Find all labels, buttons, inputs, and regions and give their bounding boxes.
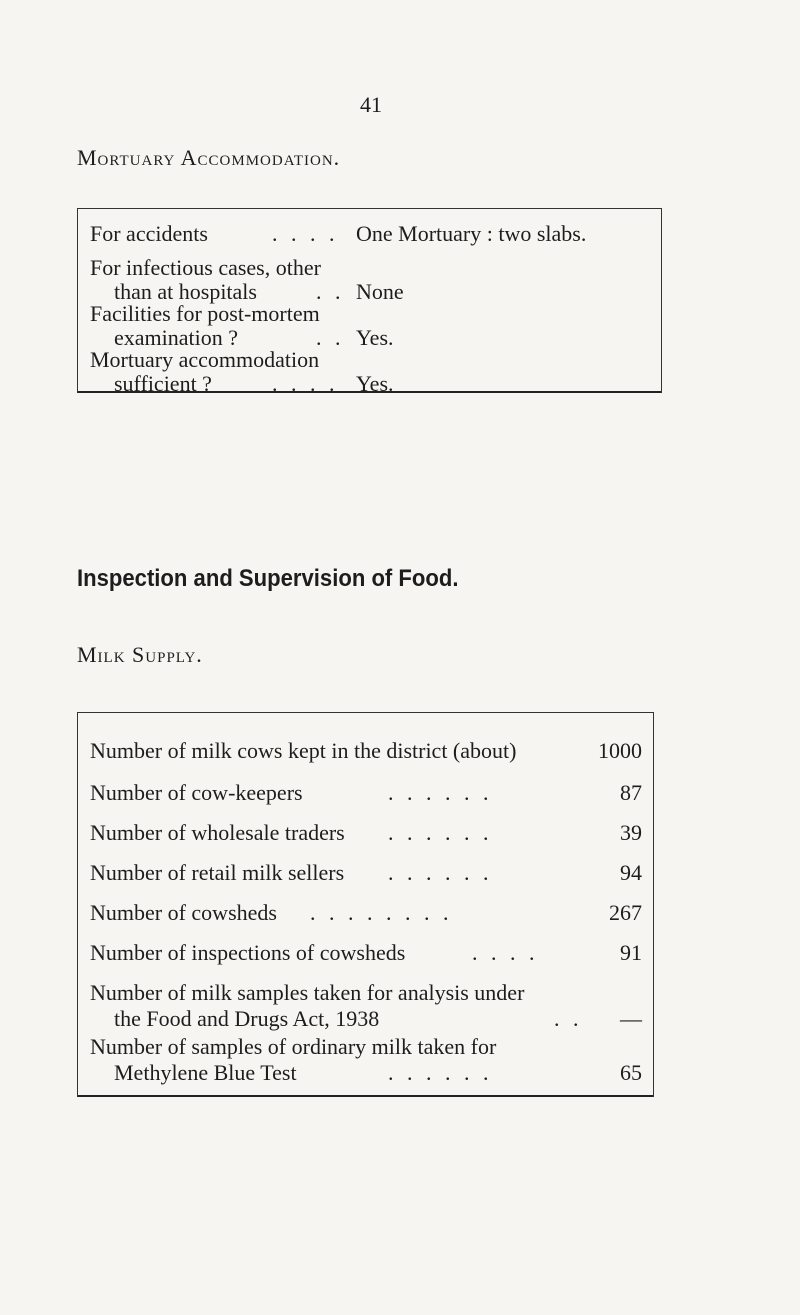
- table-bottom-rule: [78, 1095, 653, 1097]
- row-label-line: sufficient ?: [114, 371, 212, 396]
- mortuary-row-postmortem-value: Yes.: [356, 325, 394, 350]
- milk-row-cowsheds-label: [90, 900, 277, 926]
- mortuary-heading: Mortuary Accommodation.: [77, 145, 341, 170]
- milk-row-analysis-value: —: [620, 1006, 642, 1031]
- mortuary-row-accidents-label: [90, 222, 208, 246]
- row-label-line: Number of retail milk sellers: [90, 860, 345, 885]
- row-label-line: examination ?: [114, 325, 239, 350]
- row-label-line: Number of milk cows kept in the district (about): [90, 738, 517, 763]
- row-label-line: For infectious cases, other: [90, 255, 321, 280]
- leader-dots: . . . . . . . .: [310, 900, 453, 925]
- milk-row-inspections-value: 91: [620, 940, 642, 965]
- milk-row-inspections-label: [90, 940, 405, 966]
- milk-row-retail-label: [90, 860, 344, 886]
- row-label-line: Number of cowsheds: [90, 900, 277, 925]
- milk-row-cowkeepers-value: 87: [620, 780, 642, 805]
- leader-dots: . . . . . .: [388, 820, 493, 845]
- leader-dots: . . . .: [472, 940, 539, 965]
- leader-dots: . . . .: [272, 371, 339, 396]
- mortuary-row-sufficient-value: Yes.: [356, 371, 394, 396]
- mortuary-row-infectious-label: [90, 256, 321, 304]
- row-label-line: than at hospitals: [114, 279, 257, 304]
- milk-row-cowsheds-value: 267: [609, 900, 642, 925]
- milk-row-methylene-value: 65: [620, 1060, 642, 1085]
- table-top-rule: [78, 712, 653, 713]
- mortuary-table: [77, 208, 662, 396]
- leader-dots: . . . .: [272, 221, 339, 246]
- row-label-line: the Food and Drugs Act, 1938: [114, 1006, 380, 1031]
- table-bottom-rule: [78, 391, 661, 393]
- row-label-line: Methylene Blue Test: [114, 1060, 297, 1085]
- milk-row-wholesale-label: [90, 820, 345, 846]
- leader-dots: . .: [316, 279, 345, 304]
- row-label-line: Mortuary accommodation: [90, 347, 320, 372]
- table-top-rule: [78, 208, 661, 209]
- mortuary-row-postmortem-label: [90, 302, 320, 350]
- leader-dots: . .: [316, 325, 345, 350]
- milk-row-cows-value: 1000: [598, 738, 642, 763]
- milk-row-cowkeepers-label: [90, 780, 303, 806]
- row-label-line: Number of wholesale traders: [90, 820, 345, 845]
- row-label-line: For accidents: [90, 221, 208, 246]
- row-label-line: Number of samples of ordinary milk taken for: [90, 1034, 497, 1059]
- row-label-line: Number of milk samples taken for analysis under: [90, 980, 525, 1005]
- milk-supply-table: [77, 712, 654, 1097]
- milk-row-retail-value: 94: [620, 860, 642, 885]
- food-section-heading: Inspection and Supervision of Food.: [77, 565, 459, 592]
- row-label-line: Number of cow-keepers: [90, 780, 303, 805]
- mortuary-row-infectious-value: None: [356, 279, 404, 304]
- milk-row-cows-label: [90, 738, 516, 764]
- milk-row-analysis-label: [90, 980, 524, 1032]
- leader-dots: . . . . . .: [388, 780, 493, 805]
- leader-dots: . .: [554, 1006, 583, 1031]
- leader-dots: . . . . . .: [388, 1060, 493, 1085]
- milk-row-wholesale-value: 39: [620, 820, 642, 845]
- milk-supply-heading: Milk Supply.: [77, 642, 203, 667]
- leader-dots: . . . . . .: [388, 860, 493, 885]
- mortuary-row-accidents-value: One Mortuary : two slabs.: [356, 221, 587, 246]
- row-label-line: Number of inspections of cowsheds: [90, 940, 406, 965]
- page-number: 41: [360, 92, 382, 117]
- row-label-line: Facilities for post-mortem: [90, 301, 320, 326]
